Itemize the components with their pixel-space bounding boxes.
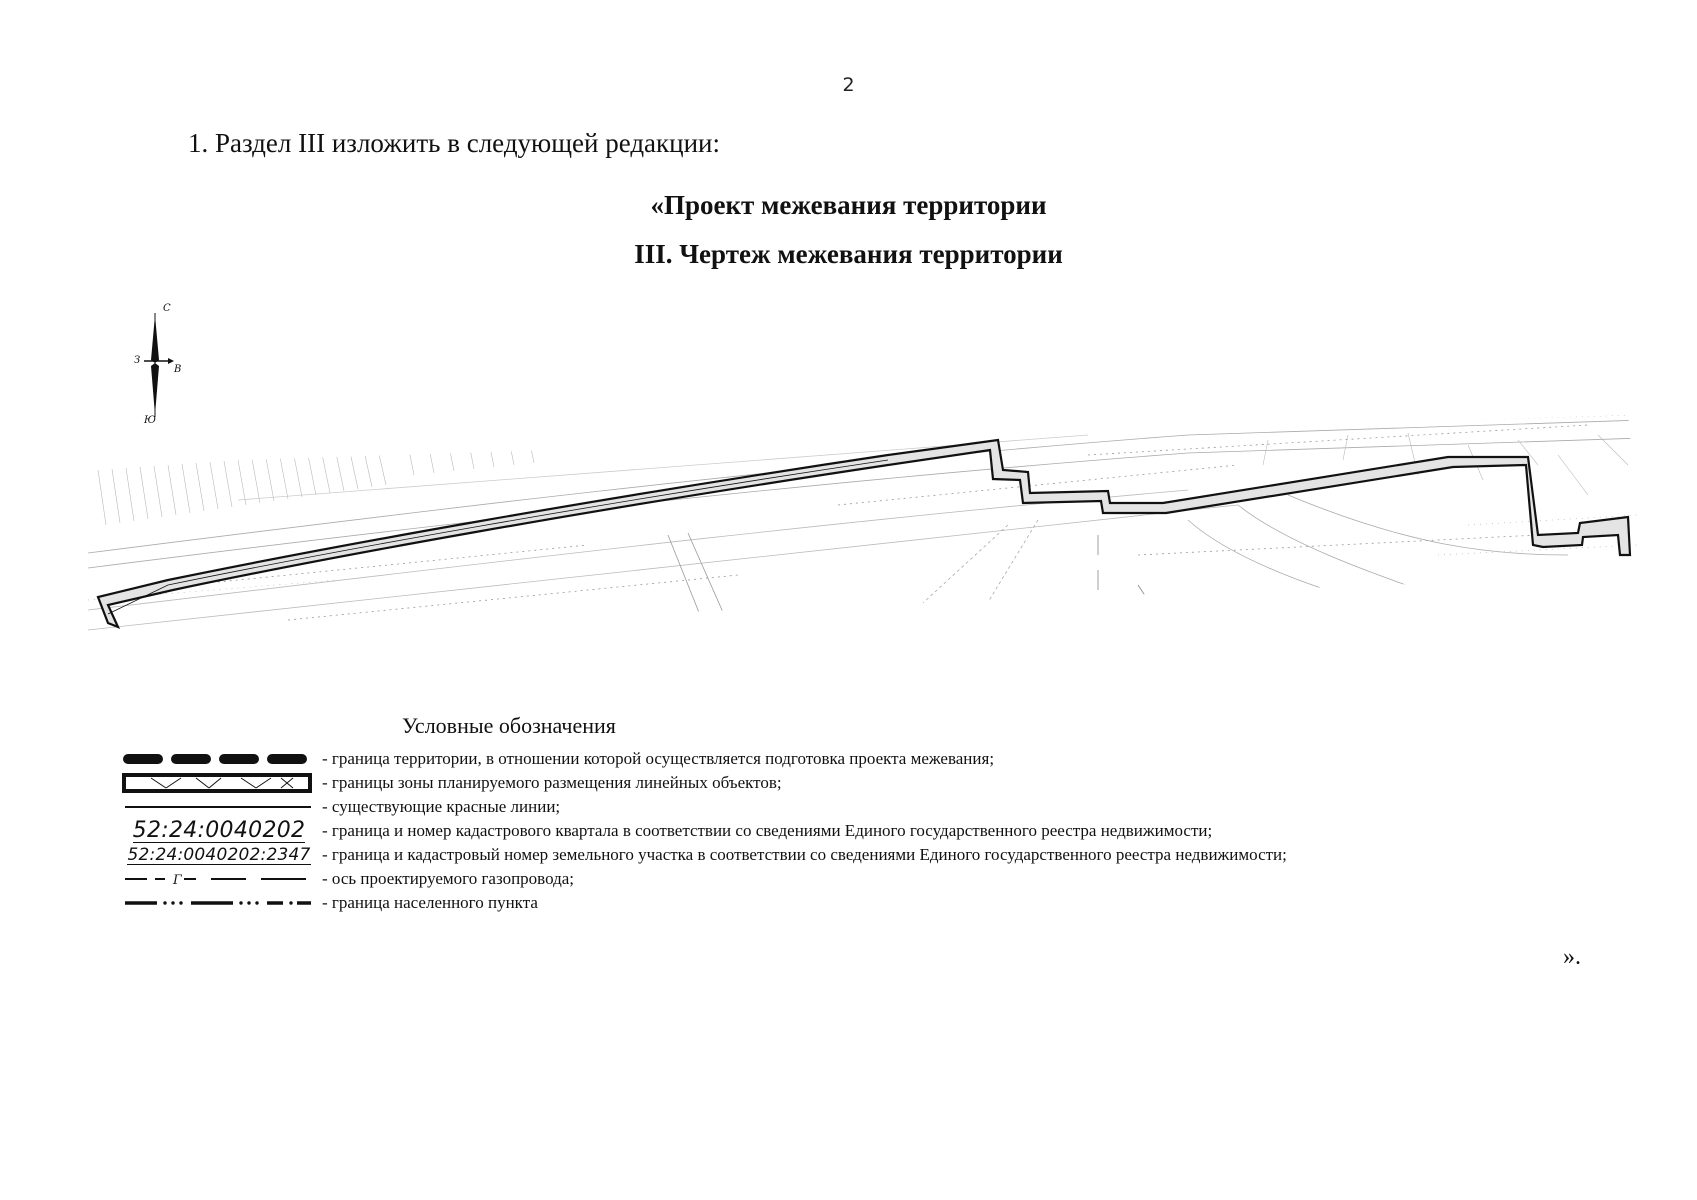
- compass-north-label: С: [163, 303, 171, 314]
- legend-text-gas-pipeline: - ось проектируемого газопровода;: [322, 869, 575, 888]
- legend-row-territory-boundary: [120, 747, 1540, 771]
- land-plot-label: 52:24:0040202:2347: [127, 844, 311, 865]
- closing-quote: ».: [1563, 944, 1581, 970]
- territory-boundary-symbol: [120, 747, 318, 771]
- land-plot-symbol: [120, 843, 318, 867]
- legend: [120, 747, 1540, 915]
- drawing-heading: III. Чертеж межевания территории: [634, 239, 1063, 269]
- cadastral-map: [88, 405, 1643, 637]
- legend-title: Условные обозначения: [402, 713, 616, 738]
- linear-objects-zone-symbol: [120, 771, 318, 795]
- compass-west-label: З: [134, 355, 141, 366]
- legend-text-settlement-boundary: - граница населенного пункта: [322, 893, 538, 912]
- settlement-boundary-symbol: [120, 891, 318, 915]
- map-drawing: [88, 405, 1643, 637]
- legend-row-cadastral-quarter: [120, 819, 1540, 843]
- legend-text-cadastral-quarter: - граница и номер кадастрового квартала в соответствии со сведениями Единого государственного реестра недвижимости;: [322, 821, 1213, 840]
- legend-text-land-plot: - граница и кадастровый номер земельного участка в соответствии со сведениями Единого государственного реестра недвижимости;: [322, 845, 1287, 864]
- legend-row-linear-objects-zone: [120, 771, 1540, 795]
- document-heading: «Проект межевания территории: [650, 190, 1047, 220]
- legend-row-gas-pipeline: [120, 867, 1540, 891]
- legend-text-red-lines: - существующие красные линии;: [322, 797, 561, 816]
- legend-row-land-plot: [120, 843, 1540, 867]
- legend-row-settlement-boundary: [120, 891, 1540, 915]
- legend-row-red-lines: [120, 795, 1540, 819]
- legend-text-territory-boundary: - граница территории, в отношении которой осуществляется подготовка проекта межевания;: [322, 749, 995, 768]
- legend-text-linear-objects-zone: - границы зоны планируемого размещения линейных объектов;: [322, 773, 782, 792]
- page-number: 2: [842, 74, 855, 96]
- compass-east-label: В: [174, 364, 182, 375]
- compass-south-label: Ю: [144, 415, 156, 426]
- gas-pipeline-letter: Г: [173, 873, 182, 887]
- cadastral-quarter-symbol: [120, 819, 318, 843]
- gas-pipeline-symbol: [120, 867, 318, 891]
- cadastral-quarter-label: 52:24:0040202: [132, 817, 306, 843]
- red-lines-symbol: [120, 795, 318, 819]
- section-instruction: 1. Раздел III изложить в следующей редакции:: [188, 128, 721, 158]
